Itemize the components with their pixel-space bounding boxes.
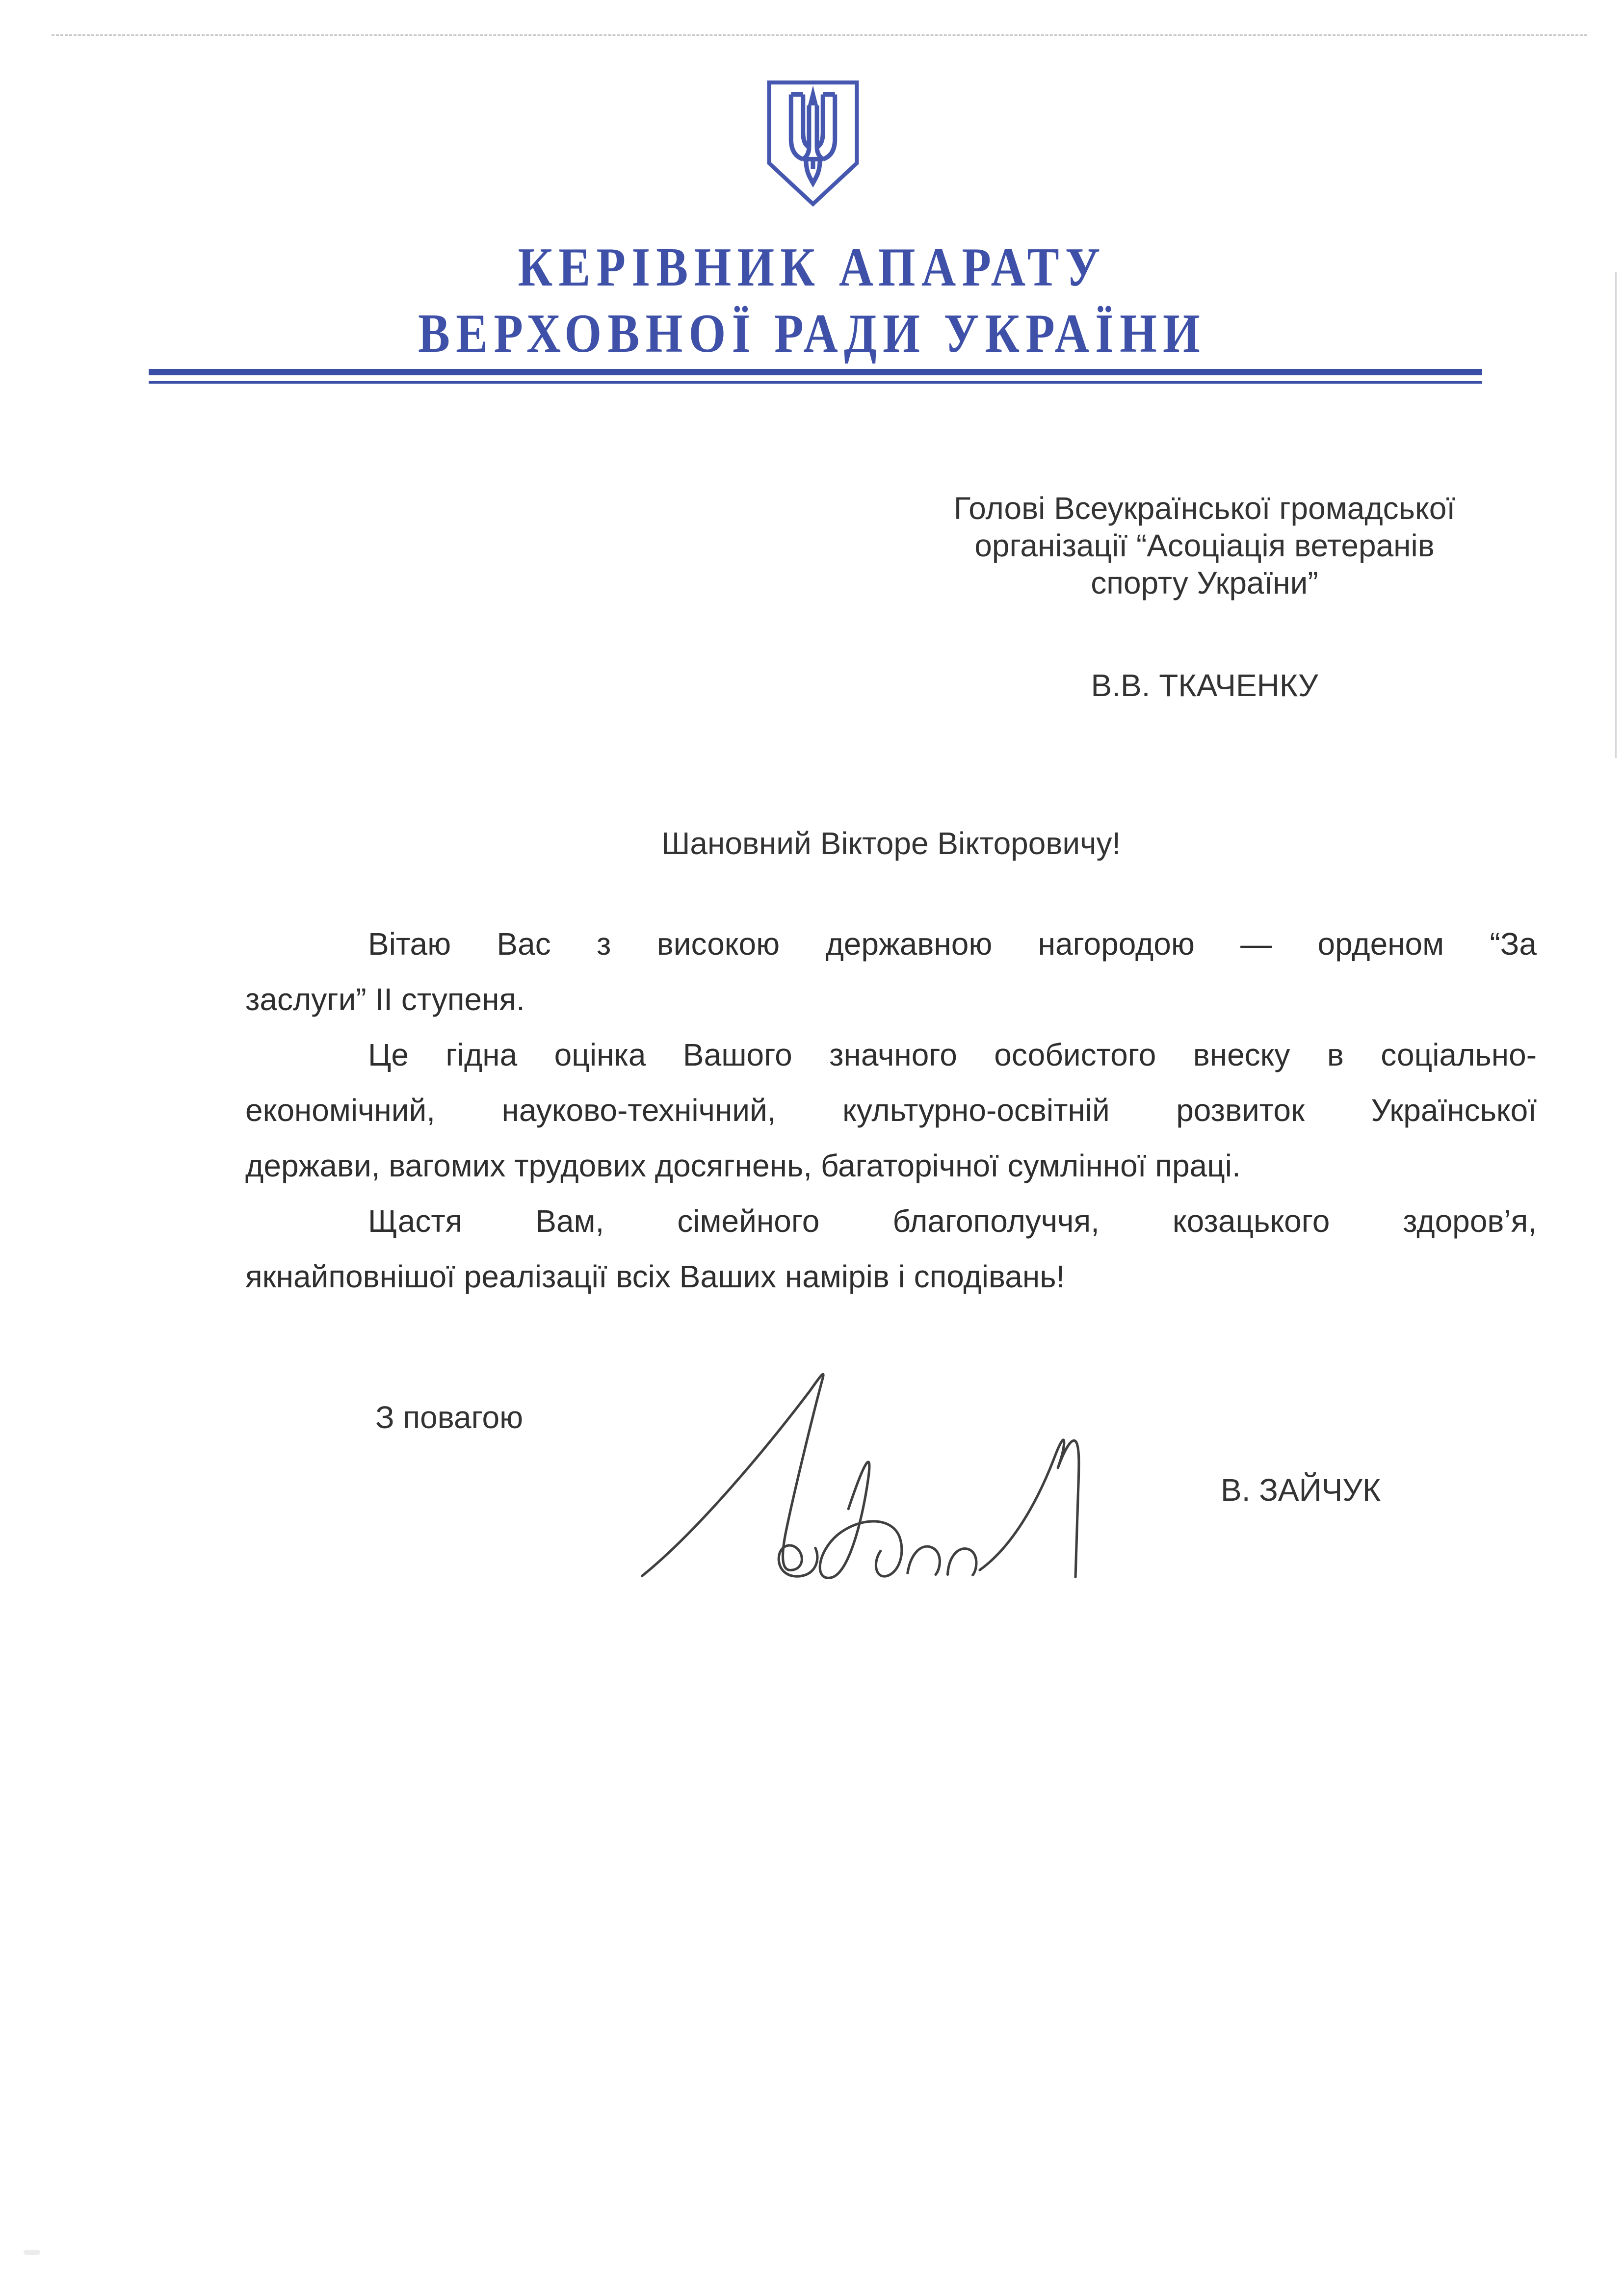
scan-artifact-smudge [24, 2250, 40, 2255]
header-divider-thick-line [149, 369, 1482, 375]
recipient-line: організації “Асоціація ветеранів [974, 528, 1435, 563]
trident-emblem-icon [758, 78, 868, 209]
recipient-block [893, 490, 1516, 601]
header-divider-thin-line [149, 381, 1482, 384]
signer-name: В. ЗАЙЧУК [1221, 1472, 1381, 1508]
body-line: держави, вагомих трудових досягнень, багаторічної сумлінної праці. [245, 1148, 1241, 1183]
salutation: Шановний Вікторе Вікторовичу! [661, 826, 1121, 861]
scan-artifact-dashed-line [52, 34, 1587, 36]
recipient-line: Голові Всеукраїнської громадської [953, 491, 1456, 526]
signature-icon [633, 1360, 1099, 1582]
letterhead-title-line2: ВЕРХОВНОЇ РАДИ УКРАЇНИ [418, 303, 1206, 364]
body-line: економічний, науково-технічний, культурно-освітній розвиток Української [245, 1093, 1537, 1128]
letterhead-title-line1: КЕРІВНИК АПАРАТУ [518, 237, 1106, 298]
body-line: заслуги” ІІ ступеня. [245, 982, 525, 1017]
body-line: Щастя Вам, сімейного благополуччя, козацького здоров’я, [368, 1203, 1537, 1239]
closing-respect: З повагою [375, 1400, 524, 1435]
body-line: Вітаю Вас з високою державною нагородою — орденом “За [368, 926, 1537, 962]
letterhead-title [105, 235, 1519, 367]
body-line: Це гідна оцінка Вашого значного особистого внеску в соціально- [368, 1037, 1537, 1072]
letter-body [245, 916, 1537, 1305]
recipient-line: спорту України” [1091, 565, 1318, 600]
scan-artifact-edge-line [1615, 272, 1617, 758]
body-line: якнайповнішої реалізації всіх Ваших намірів і сподівань! [245, 1259, 1065, 1294]
recipient-name: В.В. ТКАЧЕНКУ [1091, 668, 1318, 703]
header-divider [149, 369, 1482, 384]
